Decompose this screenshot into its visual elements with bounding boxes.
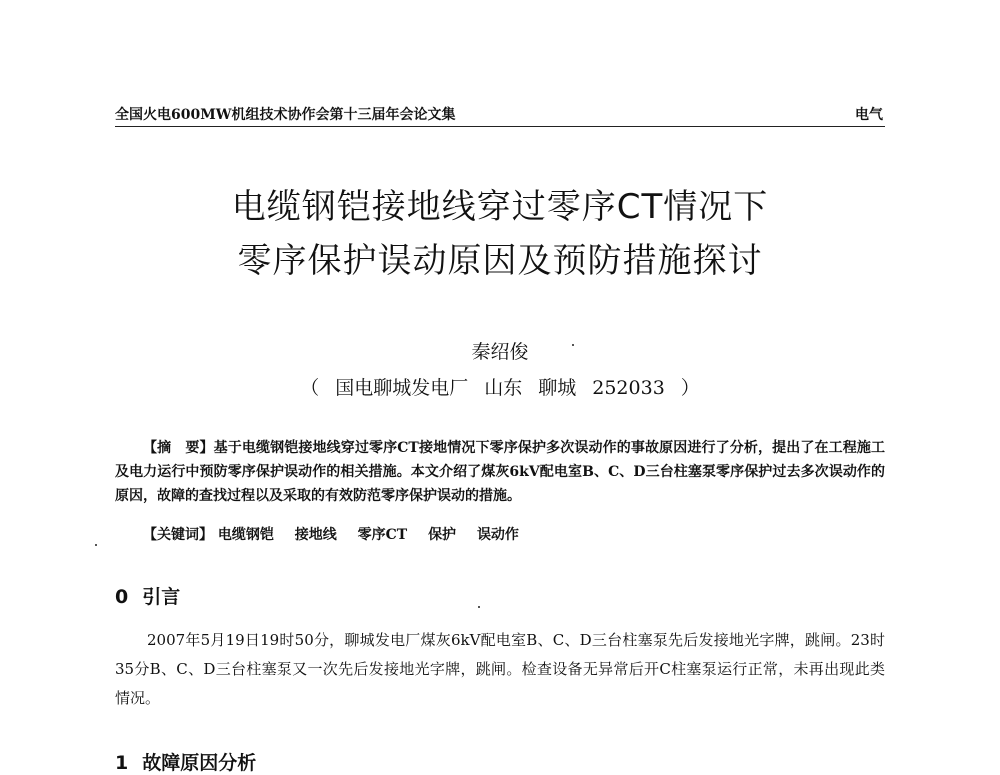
introduction-paragraph: 2007年5月19日19时50分，聊城发电厂煤灰6kV配电室B、C、D三台柱塞泵先后发接地光字牌，跳闸。23时35分B、C、D三台柱塞泵又一次先后发接地光字牌，跳闸。检查设备无异常后开C柱塞泵运行正常，未再出现此类情况。 xyxy=(115,631,885,707)
abstract xyxy=(115,436,885,508)
running-header xyxy=(115,104,885,127)
section-title: 引言 xyxy=(142,586,181,608)
keywords-label: 【关键词】 xyxy=(143,527,213,543)
keywords xyxy=(143,524,535,544)
scan-speck xyxy=(95,544,97,546)
affiliation-open-paren: （ xyxy=(300,377,320,399)
abstract-label: 【摘 要】 xyxy=(143,440,214,456)
section-heading-introduction xyxy=(115,582,194,609)
abstract-text: 基于电缆钢铠接地线穿过零序CT接地情况下零序保护多次误动作的事故原因进行了分析，提出了在工程施工及电力运行中预防零序保护误动作的相关措施。本文介绍了煤灰6kV配电室B、C、D三台柱塞泵零序保护过去多次误动作的原因，故障的查找过程以及采取的有效防范零序保护误动的措施。 xyxy=(115,440,886,504)
keyword: 保护 xyxy=(428,527,457,543)
section-number: 0 xyxy=(115,586,129,608)
section-title: 故障原因分析 xyxy=(142,752,257,774)
keyword: 电缆钢铠 xyxy=(217,527,274,543)
affiliation-city: 聊城 xyxy=(538,377,577,399)
affiliation-close-paren: ） xyxy=(680,377,700,399)
keyword: 接地线 xyxy=(294,527,337,543)
paper-title xyxy=(115,180,885,288)
title-line-2: 零序保护误动原因及预防措施探讨 xyxy=(237,241,763,281)
affiliation-postcode: 252033 xyxy=(592,377,665,399)
affiliation xyxy=(0,373,1000,400)
affiliation-org: 国电聊城发电厂 xyxy=(335,377,469,399)
keyword: 误动作 xyxy=(476,527,519,543)
keyword: 零序CT xyxy=(357,527,408,543)
proceedings-title: 全国火电600MW机组技术协作会第十三届年会论文集 xyxy=(115,107,456,123)
title-line-1: 电缆钢铠接地线穿过零序CT情况下 xyxy=(231,187,769,227)
author-name: 秦绍俊 xyxy=(471,341,529,363)
affiliation-province: 山东 xyxy=(484,377,523,399)
section-category: 电气 xyxy=(855,107,883,123)
section-heading-fault-analysis xyxy=(115,748,270,775)
scan-speck xyxy=(478,606,480,608)
section-number: 1 xyxy=(115,752,129,774)
